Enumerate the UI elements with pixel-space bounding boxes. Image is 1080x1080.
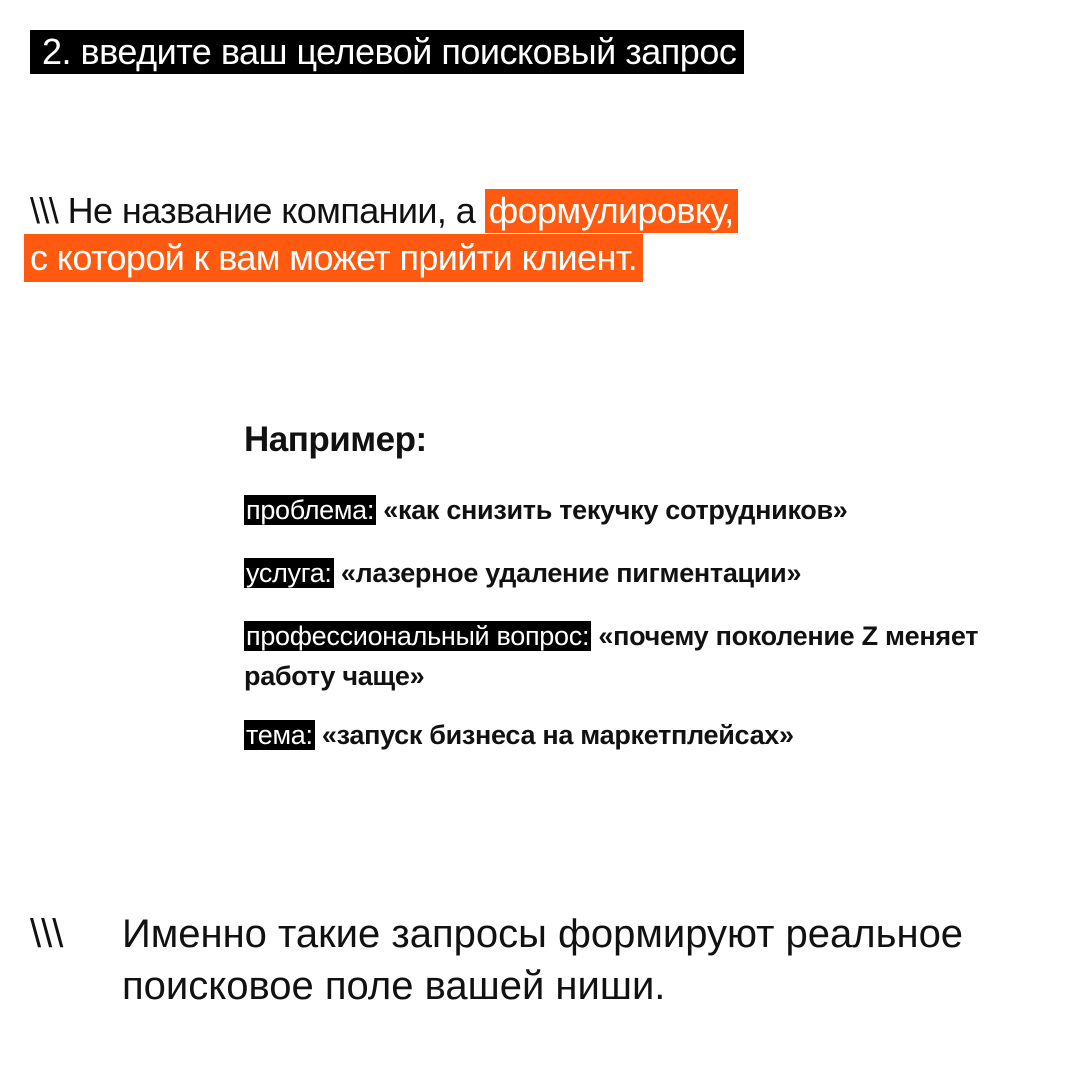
intro-highlight-2: с которой к вам может прийти клиент. — [24, 234, 643, 282]
example-label: тема: — [246, 720, 313, 750]
intro-line-2 — [24, 234, 1030, 284]
example-item-professional-question — [244, 616, 1064, 696]
example-text: «почему поколение Z меняет работу чаще» — [244, 621, 979, 691]
example-text: «лазерное удаление пигментации» — [333, 558, 802, 588]
intro-prefix: \\\ Не название компании, а — [30, 190, 485, 231]
example-text: «как снизить текучку сотрудников» — [376, 495, 848, 525]
example-label: услуга: — [246, 558, 332, 588]
example-item-problem — [244, 490, 1064, 530]
intro-paragraph — [30, 188, 1030, 284]
example-label: проблема: — [246, 495, 375, 525]
example-text: «запуск бизнеса на маркетплейсах» — [314, 720, 794, 750]
intro-line-1 — [30, 188, 1030, 234]
page-heading: 2. введите ваш целевой поисковый запрос — [30, 30, 744, 74]
intro-highlight-1: формулировку, — [485, 189, 738, 233]
closing-slashes: \\\ — [30, 912, 64, 956]
example-label: профессиональный вопрос: — [246, 621, 590, 651]
closing-text: Именно такие запросы формируют реальное поисковое поле вашей ниши. — [122, 912, 964, 1008]
examples-title: Например: — [244, 420, 427, 459]
example-item-topic — [244, 715, 1064, 755]
examples-block — [244, 416, 1064, 778]
closing-paragraph — [30, 908, 1050, 1012]
example-item-service — [244, 553, 1064, 593]
